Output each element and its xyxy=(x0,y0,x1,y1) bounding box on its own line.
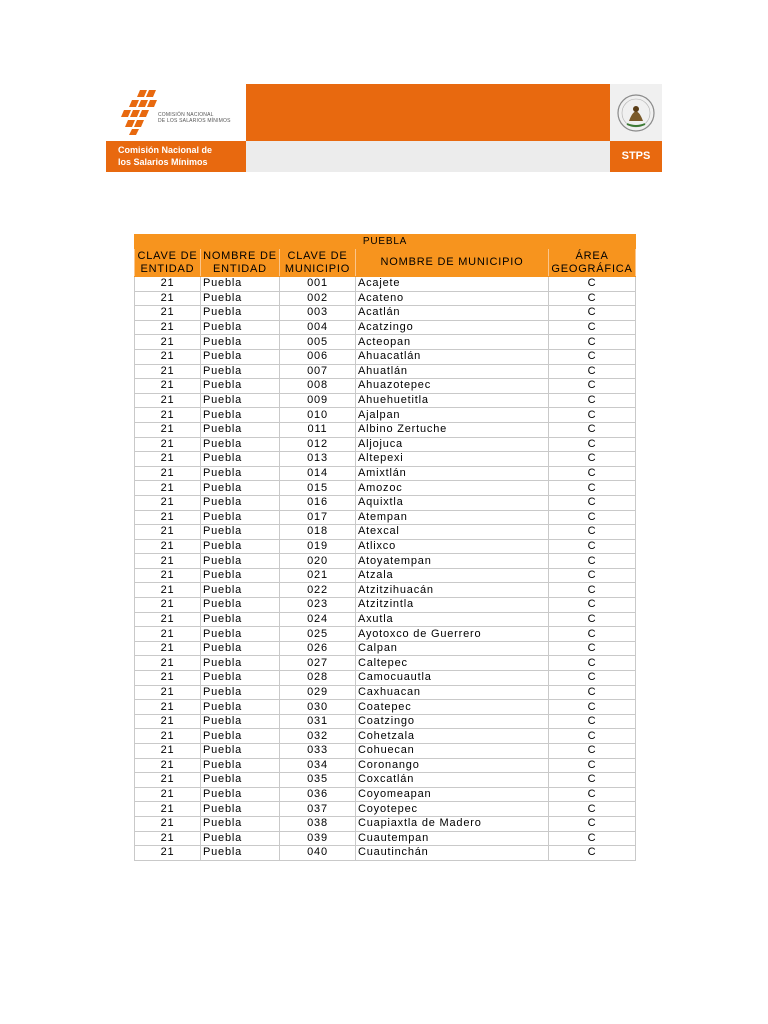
cell-area-geografica: C xyxy=(549,568,636,583)
cell-area-geografica: C xyxy=(549,846,636,861)
cell-nombre-entidad: Puebla xyxy=(201,364,280,379)
conasami-logo xyxy=(106,84,246,140)
cell-clave-municipio: 040 xyxy=(280,846,356,861)
col-header-clave-entidad: CLAVE DE ENTIDAD xyxy=(135,249,201,277)
logo-caption xyxy=(158,112,231,124)
cell-nombre-entidad: Puebla xyxy=(201,787,280,802)
cell-area-geografica: C xyxy=(549,510,636,525)
cell-clave-municipio: 020 xyxy=(280,554,356,569)
cell-nombre-entidad: Puebla xyxy=(201,816,280,831)
org-name xyxy=(118,144,212,168)
cell-nombre-municipio: Acajete xyxy=(356,277,549,292)
table-row xyxy=(135,627,636,642)
cell-clave-municipio: 027 xyxy=(280,656,356,671)
cell-nombre-municipio: Albino Zertuche xyxy=(356,422,549,437)
cell-nombre-municipio: Coxcatlán xyxy=(356,773,549,788)
cell-clave-municipio: 004 xyxy=(280,320,356,335)
cell-clave-municipio: 008 xyxy=(280,379,356,394)
logo-caption-line2: DE LOS SALARIOS MÍNIMOS xyxy=(158,118,231,124)
cell-nombre-municipio: Coatzingo xyxy=(356,714,549,729)
table-row xyxy=(135,846,636,861)
cell-area-geografica: C xyxy=(549,466,636,481)
cell-nombre-municipio: Atlixco xyxy=(356,539,549,554)
cell-clave-municipio: 011 xyxy=(280,422,356,437)
cell-clave-entidad: 21 xyxy=(135,685,201,700)
cell-area-geografica: C xyxy=(549,539,636,554)
cell-clave-entidad: 21 xyxy=(135,714,201,729)
cell-clave-municipio: 023 xyxy=(280,598,356,613)
cell-nombre-entidad: Puebla xyxy=(201,510,280,525)
cell-nombre-municipio: Coatepec xyxy=(356,700,549,715)
header-orange-band xyxy=(246,84,610,141)
col-header-nombre-entidad: NOMBRE DE ENTIDAD xyxy=(201,249,280,277)
cell-nombre-municipio: Aljojuca xyxy=(356,437,549,452)
cell-nombre-municipio: Ahuazotepec xyxy=(356,379,549,394)
cell-clave-municipio: 028 xyxy=(280,671,356,686)
cell-clave-municipio: 019 xyxy=(280,539,356,554)
table-row xyxy=(135,612,636,627)
cell-nombre-entidad: Puebla xyxy=(201,481,280,496)
cell-nombre-municipio: Altepexi xyxy=(356,452,549,467)
cell-nombre-municipio: Amixtlán xyxy=(356,466,549,481)
cell-clave-entidad: 21 xyxy=(135,598,201,613)
table-row xyxy=(135,758,636,773)
col-header-area-geografica: ÁREA GEOGRÁFICA xyxy=(549,249,636,277)
cell-area-geografica: C xyxy=(549,481,636,496)
cell-clave-municipio: 001 xyxy=(280,277,356,292)
cell-nombre-entidad: Puebla xyxy=(201,466,280,481)
cell-nombre-entidad: Puebla xyxy=(201,349,280,364)
cell-area-geografica: C xyxy=(549,349,636,364)
cell-clave-municipio: 002 xyxy=(280,291,356,306)
cell-clave-entidad: 21 xyxy=(135,802,201,817)
cell-area-geografica: C xyxy=(549,744,636,759)
cell-area-geografica: C xyxy=(549,422,636,437)
cell-nombre-entidad: Puebla xyxy=(201,641,280,656)
cell-nombre-municipio: Cohetzala xyxy=(356,729,549,744)
cell-clave-municipio: 018 xyxy=(280,525,356,540)
cell-clave-municipio: 026 xyxy=(280,641,356,656)
cell-clave-municipio: 016 xyxy=(280,495,356,510)
cell-area-geografica: C xyxy=(549,714,636,729)
cell-nombre-municipio: Caxhuacan xyxy=(356,685,549,700)
cell-nombre-entidad: Puebla xyxy=(201,583,280,598)
cell-clave-municipio: 003 xyxy=(280,306,356,321)
stps-label: STPS xyxy=(621,150,651,162)
cell-clave-entidad: 21 xyxy=(135,422,201,437)
cell-nombre-entidad: Puebla xyxy=(201,773,280,788)
table-row xyxy=(135,452,636,467)
table-row xyxy=(135,773,636,788)
cell-area-geografica: C xyxy=(549,408,636,423)
table-row xyxy=(135,539,636,554)
cell-clave-municipio: 030 xyxy=(280,700,356,715)
cell-clave-municipio: 015 xyxy=(280,481,356,496)
cell-area-geografica: C xyxy=(549,335,636,350)
cell-clave-municipio: 038 xyxy=(280,816,356,831)
cell-area-geografica: C xyxy=(549,291,636,306)
table-header-row xyxy=(135,249,636,277)
cell-nombre-entidad: Puebla xyxy=(201,306,280,321)
table-row xyxy=(135,364,636,379)
cell-clave-municipio: 010 xyxy=(280,408,356,423)
cell-nombre-municipio: Cuautempan xyxy=(356,831,549,846)
cell-nombre-municipio: Ahuehuetitla xyxy=(356,393,549,408)
cell-area-geografica: C xyxy=(549,729,636,744)
cell-nombre-entidad: Puebla xyxy=(201,846,280,861)
cell-area-geografica: C xyxy=(549,656,636,671)
table-row xyxy=(135,641,636,656)
cell-clave-municipio: 029 xyxy=(280,685,356,700)
cell-area-geografica: C xyxy=(549,598,636,613)
table-row xyxy=(135,802,636,817)
cell-clave-entidad: 21 xyxy=(135,408,201,423)
cell-clave-entidad: 21 xyxy=(135,612,201,627)
cell-clave-municipio: 035 xyxy=(280,773,356,788)
cell-nombre-municipio: Axutla xyxy=(356,612,549,627)
org-name-line2: los Salarios Mínimos xyxy=(118,157,208,167)
cell-clave-municipio: 006 xyxy=(280,349,356,364)
mexico-shield xyxy=(610,84,662,141)
cell-area-geografica: C xyxy=(549,612,636,627)
cell-nombre-entidad: Puebla xyxy=(201,379,280,394)
cell-clave-entidad: 21 xyxy=(135,306,201,321)
cell-nombre-municipio: Ajalpan xyxy=(356,408,549,423)
cell-area-geografica: C xyxy=(549,393,636,408)
cell-nombre-entidad: Puebla xyxy=(201,627,280,642)
cell-clave-municipio: 032 xyxy=(280,729,356,744)
cell-clave-entidad: 21 xyxy=(135,744,201,759)
cell-area-geografica: C xyxy=(549,437,636,452)
document-header xyxy=(106,84,662,172)
cell-nombre-entidad: Puebla xyxy=(201,758,280,773)
cell-clave-entidad: 21 xyxy=(135,291,201,306)
cell-nombre-entidad: Puebla xyxy=(201,277,280,292)
cell-nombre-entidad: Puebla xyxy=(201,656,280,671)
table-row xyxy=(135,277,636,292)
cell-clave-entidad: 21 xyxy=(135,656,201,671)
cell-nombre-entidad: Puebla xyxy=(201,422,280,437)
cell-nombre-municipio: Acteopan xyxy=(356,335,549,350)
table-row xyxy=(135,335,636,350)
cell-nombre-municipio: Acatzingo xyxy=(356,320,549,335)
cell-nombre-municipio: Coyomeapan xyxy=(356,787,549,802)
cell-area-geografica: C xyxy=(549,641,636,656)
cell-clave-entidad: 21 xyxy=(135,700,201,715)
table-row xyxy=(135,787,636,802)
cell-clave-municipio: 009 xyxy=(280,393,356,408)
table-row xyxy=(135,408,636,423)
cell-nombre-entidad: Puebla xyxy=(201,729,280,744)
table-row xyxy=(135,437,636,452)
cell-nombre-entidad: Puebla xyxy=(201,831,280,846)
cell-nombre-entidad: Puebla xyxy=(201,802,280,817)
cell-nombre-entidad: Puebla xyxy=(201,452,280,467)
cell-nombre-entidad: Puebla xyxy=(201,568,280,583)
col-header-nombre-municipio: NOMBRE DE MUNICIPIO xyxy=(356,249,549,277)
cell-nombre-entidad: Puebla xyxy=(201,612,280,627)
cell-nombre-municipio: Camocuautla xyxy=(356,671,549,686)
cell-clave-entidad: 21 xyxy=(135,525,201,540)
table-row xyxy=(135,583,636,598)
cell-area-geografica: C xyxy=(549,831,636,846)
cell-nombre-entidad: Puebla xyxy=(201,437,280,452)
cell-clave-entidad: 21 xyxy=(135,583,201,598)
cell-area-geografica: C xyxy=(549,816,636,831)
cell-clave-entidad: 21 xyxy=(135,379,201,394)
cell-nombre-municipio: Atempan xyxy=(356,510,549,525)
cell-clave-entidad: 21 xyxy=(135,452,201,467)
cell-clave-entidad: 21 xyxy=(135,364,201,379)
table-row xyxy=(135,422,636,437)
cell-clave-entidad: 21 xyxy=(135,349,201,364)
cell-nombre-municipio: Ayotoxco de Guerrero xyxy=(356,627,549,642)
cell-clave-municipio: 024 xyxy=(280,612,356,627)
cell-clave-municipio: 005 xyxy=(280,335,356,350)
cell-clave-entidad: 21 xyxy=(135,539,201,554)
cell-nombre-entidad: Puebla xyxy=(201,495,280,510)
table-row xyxy=(135,714,636,729)
table-row xyxy=(135,306,636,321)
cell-clave-entidad: 21 xyxy=(135,335,201,350)
cell-nombre-entidad: Puebla xyxy=(201,539,280,554)
cell-area-geografica: C xyxy=(549,320,636,335)
cell-clave-municipio: 037 xyxy=(280,802,356,817)
cell-clave-entidad: 21 xyxy=(135,466,201,481)
cell-clave-entidad: 21 xyxy=(135,320,201,335)
cell-area-geografica: C xyxy=(549,495,636,510)
cell-clave-entidad: 21 xyxy=(135,729,201,744)
cell-nombre-entidad: Puebla xyxy=(201,744,280,759)
cell-nombre-municipio: Acatlán xyxy=(356,306,549,321)
cell-clave-entidad: 21 xyxy=(135,495,201,510)
cell-clave-entidad: 21 xyxy=(135,641,201,656)
cell-clave-municipio: 013 xyxy=(280,452,356,467)
cell-area-geografica: C xyxy=(549,525,636,540)
cell-area-geografica: C xyxy=(549,802,636,817)
cell-nombre-entidad: Puebla xyxy=(201,320,280,335)
cell-clave-entidad: 21 xyxy=(135,393,201,408)
cell-clave-entidad: 21 xyxy=(135,773,201,788)
table-row xyxy=(135,320,636,335)
cell-area-geografica: C xyxy=(549,277,636,292)
table-row xyxy=(135,656,636,671)
table-title: PUEBLA xyxy=(135,235,636,249)
org-name-line1: Comisión Nacional de xyxy=(118,145,213,155)
cell-nombre-municipio: Cuautinchán xyxy=(356,846,549,861)
cell-nombre-entidad: Puebla xyxy=(201,598,280,613)
cell-nombre-municipio: Amozoc xyxy=(356,481,549,496)
org-name-box xyxy=(106,141,246,172)
cell-nombre-municipio: Ahuacatlán xyxy=(356,349,549,364)
table-row xyxy=(135,671,636,686)
cell-nombre-municipio: Atzala xyxy=(356,568,549,583)
table-row xyxy=(135,525,636,540)
cell-area-geografica: C xyxy=(549,364,636,379)
cell-area-geografica: C xyxy=(549,306,636,321)
cell-area-geografica: C xyxy=(549,452,636,467)
cell-clave-municipio: 025 xyxy=(280,627,356,642)
cell-area-geografica: C xyxy=(549,700,636,715)
table-row xyxy=(135,554,636,569)
cell-clave-municipio: 007 xyxy=(280,364,356,379)
cell-clave-entidad: 21 xyxy=(135,510,201,525)
cell-clave-entidad: 21 xyxy=(135,758,201,773)
cell-area-geografica: C xyxy=(549,787,636,802)
cell-clave-entidad: 21 xyxy=(135,831,201,846)
cell-nombre-municipio: Cohuecan xyxy=(356,744,549,759)
table-row xyxy=(135,729,636,744)
table-row xyxy=(135,349,636,364)
table-row xyxy=(135,291,636,306)
stps-box xyxy=(610,141,662,172)
cell-area-geografica: C xyxy=(549,627,636,642)
table-row xyxy=(135,816,636,831)
cell-nombre-entidad: Puebla xyxy=(201,714,280,729)
cell-nombre-municipio: Cuapiaxtla de Madero xyxy=(356,816,549,831)
cell-nombre-municipio: Atexcal xyxy=(356,525,549,540)
table-row xyxy=(135,744,636,759)
cell-area-geografica: C xyxy=(549,554,636,569)
table-row xyxy=(135,379,636,394)
cell-clave-municipio: 012 xyxy=(280,437,356,452)
municipality-table xyxy=(134,234,636,861)
cell-area-geografica: C xyxy=(549,773,636,788)
table-row xyxy=(135,831,636,846)
cell-nombre-municipio: Calpan xyxy=(356,641,549,656)
cell-nombre-municipio: Caltepec xyxy=(356,656,549,671)
cell-nombre-entidad: Puebla xyxy=(201,291,280,306)
cell-area-geografica: C xyxy=(549,685,636,700)
header-grey-band xyxy=(246,141,610,172)
table-row xyxy=(135,700,636,715)
cell-clave-municipio: 034 xyxy=(280,758,356,773)
cell-nombre-municipio: Acateno xyxy=(356,291,549,306)
cell-clave-entidad: 21 xyxy=(135,787,201,802)
cell-nombre-municipio: Atzitzihuacán xyxy=(356,583,549,598)
eagle-shield-icon xyxy=(610,84,662,141)
cell-clave-entidad: 21 xyxy=(135,568,201,583)
cell-area-geografica: C xyxy=(549,758,636,773)
cell-clave-municipio: 036 xyxy=(280,787,356,802)
table-title-row xyxy=(135,235,636,249)
cell-nombre-entidad: Puebla xyxy=(201,700,280,715)
cell-nombre-entidad: Puebla xyxy=(201,685,280,700)
cell-nombre-municipio: Aquixtla xyxy=(356,495,549,510)
cell-nombre-entidad: Puebla xyxy=(201,335,280,350)
cell-area-geografica: C xyxy=(549,379,636,394)
cell-nombre-municipio: Atoyatempan xyxy=(356,554,549,569)
cell-nombre-entidad: Puebla xyxy=(201,408,280,423)
cell-clave-municipio: 021 xyxy=(280,568,356,583)
cell-nombre-municipio: Coronango xyxy=(356,758,549,773)
table-row xyxy=(135,481,636,496)
cell-nombre-municipio: Coyotepec xyxy=(356,802,549,817)
table-row xyxy=(135,568,636,583)
cell-clave-entidad: 21 xyxy=(135,437,201,452)
cell-clave-municipio: 033 xyxy=(280,744,356,759)
table-row xyxy=(135,495,636,510)
cell-clave-entidad: 21 xyxy=(135,671,201,686)
cell-clave-municipio: 022 xyxy=(280,583,356,598)
cell-nombre-entidad: Puebla xyxy=(201,671,280,686)
cell-clave-municipio: 017 xyxy=(280,510,356,525)
cell-nombre-entidad: Puebla xyxy=(201,525,280,540)
logo-caption-line1: COMISIÓN NACIONAL xyxy=(158,112,214,118)
cell-clave-entidad: 21 xyxy=(135,816,201,831)
cell-clave-municipio: 031 xyxy=(280,714,356,729)
cell-area-geografica: C xyxy=(549,583,636,598)
cell-area-geografica: C xyxy=(549,671,636,686)
table-row xyxy=(135,510,636,525)
cell-nombre-municipio: Atzitzintla xyxy=(356,598,549,613)
table-row xyxy=(135,685,636,700)
cell-clave-entidad: 21 xyxy=(135,627,201,642)
cell-clave-entidad: 21 xyxy=(135,481,201,496)
cell-clave-entidad: 21 xyxy=(135,277,201,292)
cell-clave-municipio: 039 xyxy=(280,831,356,846)
cell-nombre-municipio: Ahuatlán xyxy=(356,364,549,379)
table-row xyxy=(135,466,636,481)
cell-clave-municipio: 014 xyxy=(280,466,356,481)
cell-clave-entidad: 21 xyxy=(135,554,201,569)
col-header-clave-municipio: CLAVE DE MUNICIPIO xyxy=(280,249,356,277)
cell-nombre-entidad: Puebla xyxy=(201,393,280,408)
table-row xyxy=(135,598,636,613)
cell-nombre-entidad: Puebla xyxy=(201,554,280,569)
table-row xyxy=(135,393,636,408)
cell-clave-entidad: 21 xyxy=(135,846,201,861)
